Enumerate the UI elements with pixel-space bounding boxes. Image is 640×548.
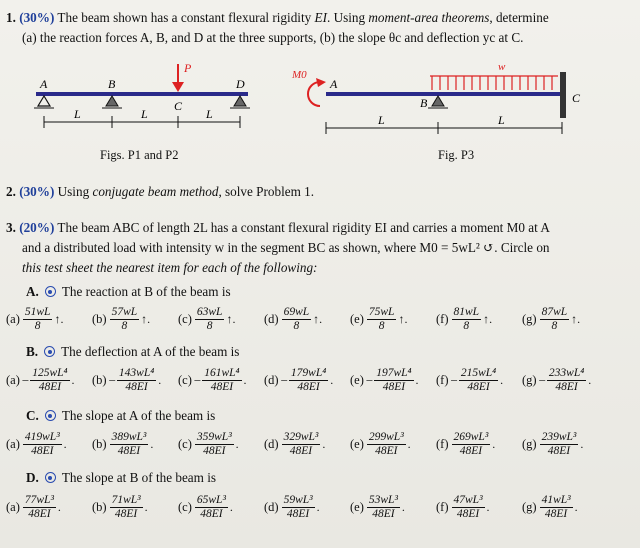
fraction-denominator: 48EI [210,381,234,393]
fraction-denominator: 48EI [286,508,310,520]
part-question-text: The reaction at B of the beam is [61,284,231,299]
option-tail: . [588,373,592,387]
option-label: (b) [92,437,107,451]
fraction-denominator: 48EI [375,445,398,457]
answer-option[interactable] [522,306,580,333]
fraction-denominator: 48EI [382,381,406,393]
fraction-numerator: 239wL³ [541,431,577,443]
beam-p3 [326,92,560,96]
fraction-numerator: 65wL³ [196,494,226,506]
fraction-numerator: 143wL⁴ [118,367,155,379]
option-label: (a) [6,312,20,326]
label-p3-b: B [420,96,428,110]
label-b: B [108,77,116,91]
fraction-denominator: 8 [121,320,128,332]
answer-option[interactable] [264,367,333,394]
option-fraction [195,306,225,333]
dim-p3-l2: L [498,113,505,127]
part-question [26,344,239,360]
radio-bullet-icon [45,286,56,297]
label-p3-a: A [330,77,338,91]
answer-option[interactable] [436,494,490,521]
fraction-numerator: 53wL³ [368,494,398,506]
problem-2-weight: (30%) [19,184,55,199]
answer-option[interactable] [522,494,578,521]
option-label: (d) [264,312,279,326]
fraction-denominator: 48EI [114,508,138,520]
option-sign: − [280,372,288,388]
problem-3-line-1 [6,220,550,236]
option-fraction [195,431,234,458]
answer-option[interactable] [522,367,591,394]
problem-2-text-b: , solve Problem 1. [218,184,315,199]
load-w-label: w [498,61,506,73]
option-fraction [110,494,143,521]
option-label: (e) [350,437,364,451]
fraction-numerator: 51wL [24,306,51,318]
option-sign: − [450,372,458,388]
load-p-arrowhead [172,82,184,92]
option-label: (f) [436,437,449,451]
radio-bullet-icon [45,410,56,421]
fraction-denominator: 48EI [467,381,490,393]
problem-1-line-1 [6,10,549,26]
option-tail: . [492,437,496,451]
part-letter: C. [26,408,39,423]
distributed-load-w [430,76,558,90]
option-tail: . [150,437,154,451]
answer-option[interactable] [178,367,247,394]
fraction-numerator: 161wL⁴ [204,367,240,379]
option-tail: . [330,373,334,387]
option-tail: . [401,500,405,514]
label-p3-c: C [572,91,581,105]
fraction-numerator: 41wL³ [541,494,571,506]
option-sign: − [108,372,116,388]
answer-option[interactable] [436,306,492,333]
options-row [0,367,640,399]
figure-p3 [290,52,590,142]
answer-option[interactable] [436,367,503,394]
fraction-denominator: 48EI [200,508,223,520]
fixed-wall-c [560,72,566,118]
option-tail: ↑. [398,312,408,326]
answer-option[interactable] [522,431,583,458]
answer-option[interactable] [6,431,67,458]
fraction-numerator: 359wL³ [196,431,232,443]
option-fraction [367,306,397,333]
problem-1-text-b: . Using [326,10,366,25]
option-label: (c) [178,312,192,326]
option-tail: . [158,373,162,387]
fraction-numerator: 87wL [541,306,568,318]
option-sign: − [21,372,30,388]
problem-1-weight: (30%) [19,10,55,25]
option-label: (a) [6,373,20,387]
option-tail: . [63,437,67,451]
beam-p1 [36,92,248,96]
option-fraction [282,494,315,521]
fraction-denominator: 48EI [547,445,571,457]
option-tail: . [322,437,326,451]
option-label: (c) [178,373,192,387]
option-label: (c) [178,500,192,514]
option-fraction [540,431,579,458]
problem-3-weight: (20%) [19,220,55,235]
answer-option[interactable] [350,367,419,394]
option-label: (e) [350,500,364,514]
option-label: (b) [92,312,107,326]
answer-option[interactable] [92,306,150,333]
fraction-numerator: 389wL³ [111,431,147,443]
fraction-denominator: 48EI [289,445,313,457]
problem-1-ei: EI [314,10,327,25]
dim-l3: L [206,107,213,121]
option-tail: . [415,373,419,387]
option-sign: − [193,372,202,388]
options-row [0,306,640,338]
problem-2-text-a: Using [57,184,90,199]
problem-2-number: 2. [6,184,16,199]
option-fraction [374,367,413,394]
label-c: C [174,99,183,113]
option-fraction [23,306,53,333]
option-fraction [282,431,321,458]
fraction-denominator: 48EI [38,381,62,393]
fraction-numerator: 419wL³ [24,431,60,443]
options-row [0,494,640,526]
option-label: (f) [436,312,449,326]
fraction-denominator: 48EI [297,381,320,393]
part-question-text: The deflection at A of the beam is [61,344,240,359]
option-sign: − [538,372,546,388]
option-label: (d) [264,500,279,514]
answer-option[interactable] [178,494,233,521]
options-row [0,431,640,463]
label-d: D [236,77,245,91]
fraction-numerator: 63wL [196,306,223,318]
part-letter: B. [26,344,39,359]
fraction-denominator: 8 [551,320,558,332]
answer-option[interactable] [350,431,411,458]
option-tail: . [574,500,578,514]
fraction-numerator: 75wL [368,306,395,318]
option-label: (g) [522,500,537,514]
option-label: (b) [92,500,107,514]
option-fraction [117,367,156,394]
option-label: (f) [436,373,449,387]
fraction-denominator: 48EI [117,445,141,457]
fraction-denominator: 48EI [203,445,226,457]
problem-1-number: 1. [6,10,16,25]
problem-3-number: 3. [6,220,16,235]
option-fraction [547,367,586,394]
part-letter: D. [26,470,39,485]
option-fraction [110,431,149,458]
option-tail: . [407,437,411,451]
option-fraction [459,367,498,394]
label-a: A [40,77,48,91]
radio-bullet-icon [44,346,55,357]
fraction-denominator: 48EI [28,508,51,520]
support-b [102,96,122,108]
part-question [26,470,216,486]
option-fraction [540,494,573,521]
option-label: (g) [522,312,537,326]
option-tail: ↑. [483,312,493,326]
option-tail: . [144,500,148,514]
problem-3-line-2: and a distributed load with intensity w in the segment BC as shown, where M0 = 5wL² ↺. Circle on [22,240,550,255]
option-tail: ↑. [141,312,151,326]
option-label: (f) [436,500,449,514]
problem-3-line-3: this test sheet the nearest item for each of the following: [22,260,318,275]
option-fraction [367,431,406,458]
fraction-denominator: 8 [34,320,41,332]
answer-option[interactable] [178,306,235,333]
option-label: (e) [350,373,364,387]
fraction-numerator: 81wL [453,306,480,318]
option-tail: . [235,437,239,451]
dim-p3-l1: L [378,113,385,127]
option-label: (c) [178,437,192,451]
fraction-denominator: 48EI [459,445,483,457]
fraction-denominator: 48EI [372,508,395,520]
answer-option[interactable] [350,494,405,521]
fraction-numerator: 47wL³ [453,494,483,506]
option-fraction [202,367,241,394]
fraction-denominator: 48EI [544,508,568,520]
option-tail: . [500,373,504,387]
fraction-denominator: 48EI [125,381,148,393]
dim-l2: L [141,107,148,121]
option-label: (d) [264,373,279,387]
fraction-numerator: 233wL⁴ [548,367,585,379]
fraction-denominator: 8 [206,320,213,332]
problem-2-method: conjugate beam method [92,184,219,199]
option-label: (a) [6,437,20,451]
fraction-denominator: 8 [463,320,470,332]
fraction-numerator: 197wL⁴ [376,367,412,379]
fig-p3-caption: Fig. P3 [438,148,475,162]
option-label: (b) [92,373,107,387]
option-label: (g) [522,373,537,387]
fraction-numerator: 77wL³ [24,494,54,506]
answer-option[interactable] [6,306,63,333]
fraction-numerator: 299wL³ [368,431,404,443]
fraction-denominator: 48EI [456,508,480,520]
option-fraction [195,494,228,521]
answer-option[interactable] [264,494,320,521]
support-a [34,96,54,108]
option-fraction [23,494,56,521]
option-fraction [452,431,491,458]
figure-p1-p2 [28,52,268,142]
problem-1-line-2: (a) the reaction forces A, B, and D at the three supports, (b) the slope θc and deflection yc at C. [22,30,524,45]
problem-1-text: The beam shown has a constant flexural rigidity [57,10,312,25]
fraction-numerator: 57wL [111,306,138,318]
option-fraction [110,306,140,333]
option-fraction [30,367,69,394]
answer-option[interactable] [178,431,239,458]
option-tail: . [243,373,247,387]
option-fraction [367,494,400,521]
answer-option[interactable] [92,367,161,394]
part-question [26,284,231,300]
answer-option[interactable] [92,494,148,521]
radio-bullet-icon [45,472,56,483]
part-letter: A. [26,284,39,299]
fraction-denominator: 48EI [555,381,578,393]
problem-3-text-1: The beam ABC of length 2L has a constant flexural rigidity EI and carries a moment M0 at A [57,220,550,235]
fraction-numerator: 59wL³ [283,494,313,506]
problem-2 [6,184,314,200]
problem-1-text-c: , determine [489,10,549,25]
fraction-numerator: 179wL⁴ [290,367,327,379]
answer-option[interactable] [350,306,407,333]
option-fraction [289,367,328,394]
fraction-denominator: 8 [378,320,385,332]
option-tail: . [57,500,61,514]
fraction-denominator: 8 [293,320,300,332]
option-sign: − [365,372,374,388]
moment-m0-label: M0 [292,69,307,81]
option-fraction [282,306,312,333]
part-question-text: The slope at A of the beam is [61,408,216,423]
answer-option[interactable] [6,494,61,521]
fraction-numerator: 215wL⁴ [460,367,497,379]
problem-1-method: moment-area theorems [368,10,490,25]
fig-p1-p2-caption: Figs. P1 and P2 [100,148,179,162]
support-p3-b [428,96,448,108]
answer-option[interactable] [92,431,153,458]
fraction-numerator: 125wL⁴ [32,367,68,379]
part-question [26,408,215,424]
dim-l1: L [74,107,81,121]
load-p-label: P [184,61,192,75]
answer-option[interactable] [264,306,322,333]
fraction-numerator: 329wL³ [283,431,319,443]
option-tail: . [71,373,75,387]
answer-option[interactable] [6,367,75,394]
option-fraction [452,306,482,333]
option-fraction [452,494,485,521]
option-fraction [540,306,570,333]
option-tail: ↑. [313,312,323,326]
support-d [230,96,250,108]
option-label: (d) [264,437,279,451]
answer-option[interactable] [436,431,495,458]
option-tail: ↑. [54,312,64,326]
fraction-denominator: 48EI [31,445,54,457]
option-label: (g) [522,437,537,451]
option-tail: . [580,437,584,451]
option-label: (a) [6,500,20,514]
fraction-numerator: 71wL³ [111,494,141,506]
option-fraction [23,431,62,458]
fraction-numerator: 269wL³ [453,431,489,443]
fraction-numerator: 69wL [283,306,310,318]
option-tail: ↑. [226,312,236,326]
option-tail: . [486,500,490,514]
option-tail: . [316,500,320,514]
option-tail: ↑. [571,312,581,326]
option-label: (e) [350,312,364,326]
answer-option[interactable] [264,431,325,458]
part-question-text: The slope at B of the beam is [61,470,217,485]
option-tail: . [229,500,233,514]
